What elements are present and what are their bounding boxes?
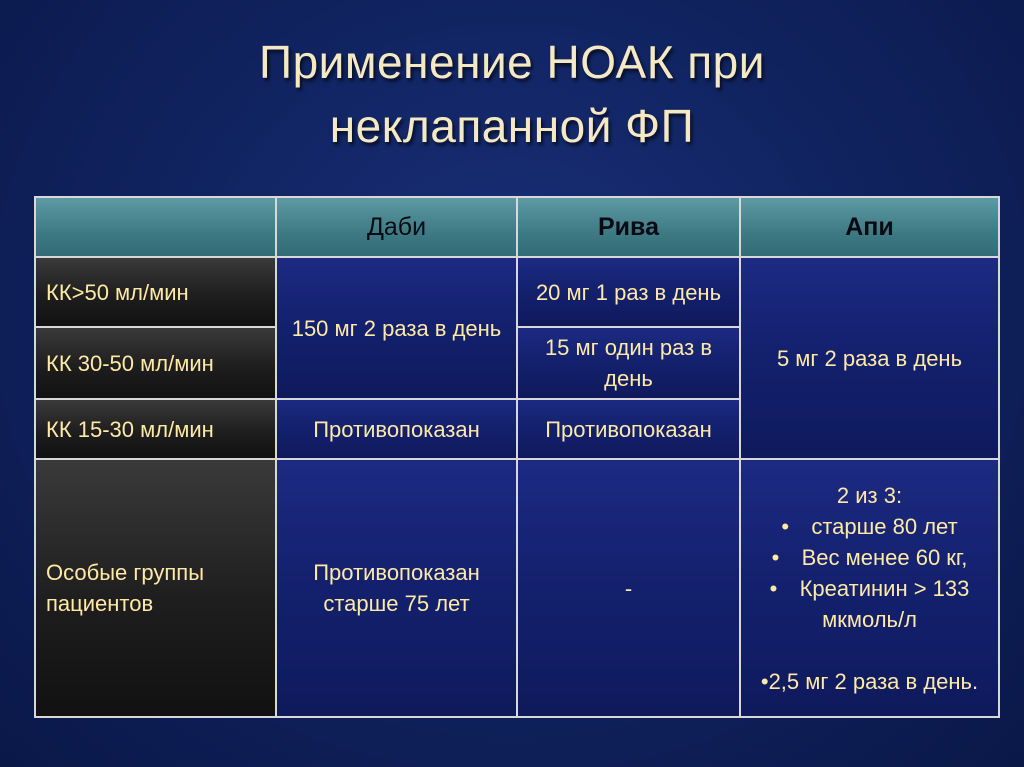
row-label-kk50: КК>50 мл/мин [35, 257, 276, 327]
list-item [751, 542, 988, 573]
row-label-special: Особые группы пациентов [35, 459, 276, 717]
cell-api-kk15plus: 5 мг 2 раза в день [740, 257, 999, 459]
table-row [35, 257, 999, 327]
cell-riva-special: - [517, 459, 740, 717]
list-item [751, 666, 988, 697]
list-item [751, 573, 988, 635]
spacer [751, 635, 988, 666]
header-blank [35, 197, 276, 257]
header-dabi: Даби [276, 197, 517, 257]
cell-riva-kk50: 20 мг 1 раз в день [517, 257, 740, 327]
cell-dabi-kk30plus: 150 мг 2 раза в день [276, 257, 517, 399]
table-row [35, 459, 999, 717]
list-item [751, 511, 988, 542]
cell-api-special [740, 459, 999, 717]
api-special-intro: 2 из 3: [836, 482, 903, 508]
criterion-creatinine: Креатинин > 133 мкмоль/л [799, 575, 970, 632]
criterion-weight: Вес менее 60 кг, [801, 544, 968, 570]
bullet-icon: • [769, 575, 778, 601]
slide-title-line-1: Применение НОАК при [259, 36, 765, 88]
criterion-age: старше 80 лет [811, 513, 958, 539]
api-reduced-dose: 2,5 мг 2 раза в день. [768, 668, 979, 694]
api-criteria-list [751, 511, 988, 635]
header-api: Апи [740, 197, 999, 257]
cell-riva-kk3050: 15 мг один раз в день [517, 327, 740, 399]
slide-title-line-2: неклапанной ФП [329, 100, 695, 152]
cell-dabi-special: Противопоказан старше 75 лет [276, 459, 517, 717]
slide-title [0, 30, 1024, 158]
noac-dosing-table [34, 196, 1000, 718]
row-label-kk3050: КК 30-50 мл/мин [35, 327, 276, 399]
cell-dabi-kk1530: Противопоказан [276, 399, 517, 459]
header-riva: Рива [517, 197, 740, 257]
table-header-row [35, 197, 999, 257]
bullet-icon: • [771, 544, 780, 570]
bullet-icon: • [781, 513, 790, 539]
bullet-icon: • [760, 668, 769, 694]
cell-riva-kk1530: Противопоказан [517, 399, 740, 459]
row-label-kk1530: КК 15-30 мл/мин [35, 399, 276, 459]
